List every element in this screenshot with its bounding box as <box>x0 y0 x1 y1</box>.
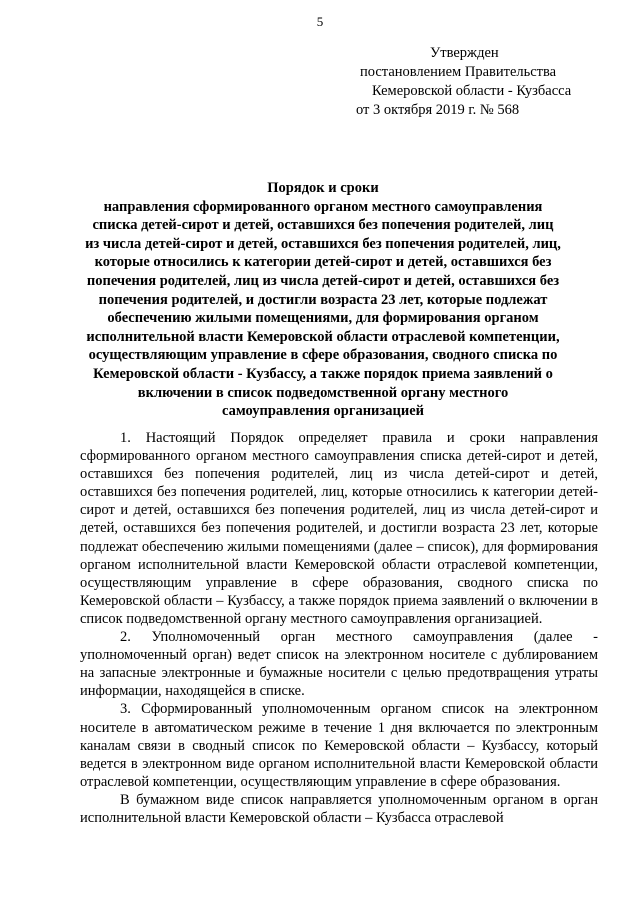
approval-block <box>356 44 596 120</box>
paragraph-1: 1. Настоящий Порядок определяет правила и сроки направления сформированного органом местного самоуправления списка детей-сирот и детей, оставшихся без попечения родителей, лиц из числа детей-сирот и детей, оставшихся без попечения родителей, лиц, которые относились к категории детей-сирот и детей, оставшихся без попечения родителей, лиц из числа детей-сирот и детей, оставшихся без попечения родителей, и достигли возраста 23 лет, которые подлежат обеспечению жилыми помещениями (далее – список), для формирования органом исполнительной власти Кемеровской области отраслевой компетенции, осуществляющим управление в сфере образования, сводного списка по Кемеровской области – Кузбассу, а также порядок приема заявлений о включении в список подведомственной органу местного самоуправления организацией. <box>80 430 598 627</box>
approval-line-region: Кемеровской области - Кузбасса <box>372 83 572 99</box>
title-heading: Порядок и сроки <box>267 180 379 196</box>
paragraph-4: В бумажном виде список направляется уполномоченным органом в орган исполнительной власти Кемеровской области – Кузбасса отраслевой <box>80 791 598 826</box>
approval-line-decree: постановлением Правительства <box>360 64 557 80</box>
page-number: 5 <box>316 14 324 29</box>
paragraph-3: 3. Сформированный уполномоченным органом список на электронном носителе в автоматическом режиме в течение 1 дня включается по электронным каналам связи в сводный список по Кемеровской области – Кузбассу, который ведется в электронном виде органом исполнительной власти Кемеровской области отраслевой компетенции, осуществляющим управление в сфере образования. <box>80 701 598 790</box>
approval-line-approved: Утвержден <box>430 45 499 61</box>
approval-line-date: от 3 октября 2019 г. № 568 <box>356 102 520 118</box>
document-body <box>80 429 598 827</box>
document-title <box>84 179 562 421</box>
paragraph-2: 2. Уполномоченный орган местного самоуправления (далее - уполномоченный орган) ведет список на электронном носителе с дублированием на запасные электронные и бумажные носители с целью предотвращения утраты информации, находящейся в списке. <box>80 629 598 700</box>
title-text: направления сформированного органом местного самоуправления списка детей-сирот и детей, оставшихся без попечения родителей, лиц из числа детей-сирот и детей, оставшихся без попечения родителей, лиц, которые относились к категории детей-сирот и детей, оставшихся без попечения родителей, лиц из числа детей-сирот и детей, оставшихся без попечения родителей, и достигли возраста 23 лет, которые подлежат обеспечению жилыми помещениями, для формирования органом исполнительной власти Кемеровской области отраслевой компетенции, осуществляющим управление в сфере образования, сводного списка по Кемеровской области - Кузбассу, а также порядок приема заявлений о включении в список подведомственной органу местного самоуправления организацией <box>85 198 561 420</box>
